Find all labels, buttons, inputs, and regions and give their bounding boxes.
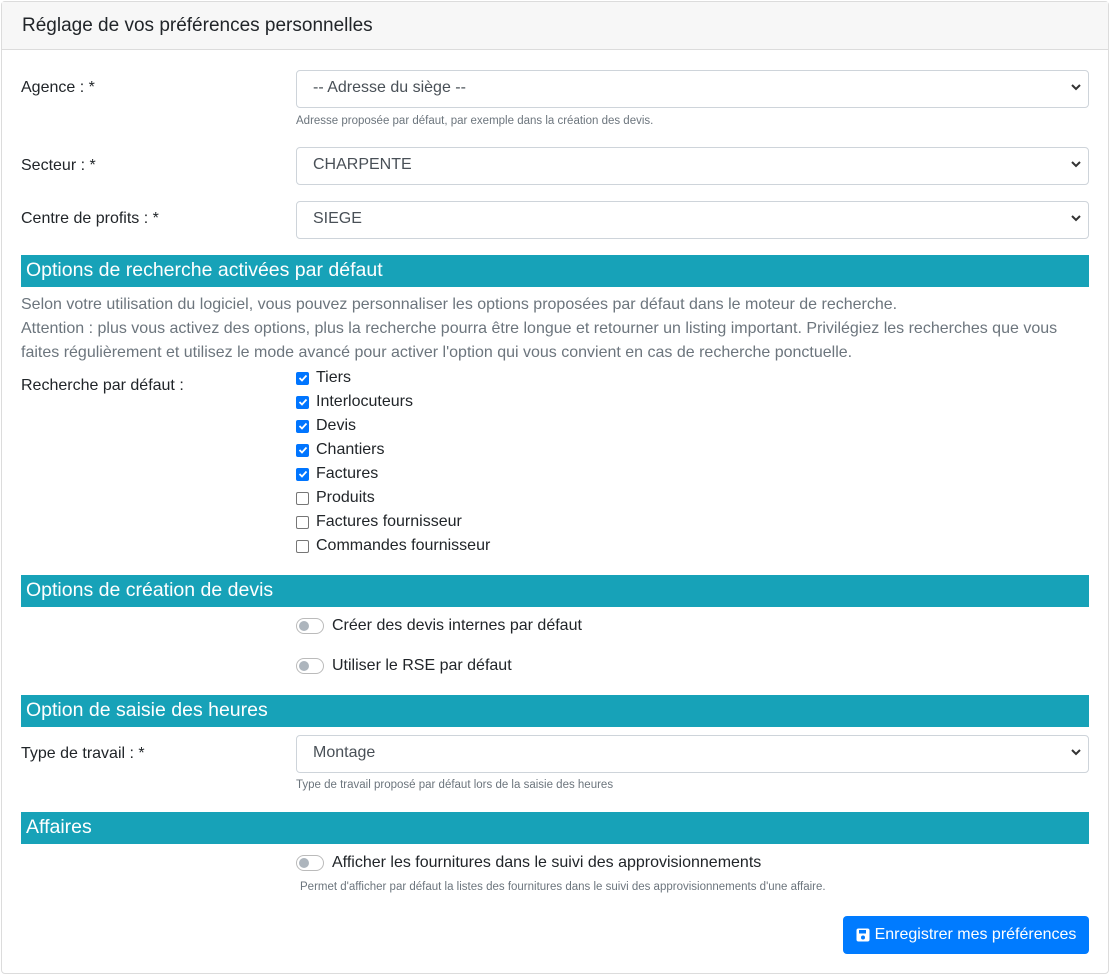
section-heures: Option de saisie des heures (21, 695, 1089, 727)
checkbox-label: Tiers (316, 369, 351, 386)
checkbox-chantiers[interactable] (296, 438, 384, 462)
agence-select[interactable] (296, 70, 1089, 108)
type-travail-select[interactable] (296, 735, 1089, 773)
toggle-label: Créer des devis internes par défaut (332, 617, 582, 634)
toggle-switch[interactable] (296, 855, 324, 871)
recherche-description (21, 293, 1091, 365)
checkbox-devis[interactable] (296, 414, 356, 438)
check-icon (298, 445, 308, 455)
check-icon (298, 397, 308, 407)
checkbox[interactable] (296, 468, 309, 481)
save-icon (856, 928, 870, 942)
toggle-fournitures[interactable] (296, 854, 761, 872)
checkbox-label: Chantiers (316, 441, 385, 458)
checkbox[interactable] (296, 492, 309, 505)
toggle-rse[interactable] (296, 657, 512, 675)
chevron-down-icon (1070, 212, 1082, 224)
chevron-down-icon (1070, 746, 1082, 758)
page-title: Réglage de vos préférences personnelles (2, 2, 1108, 50)
centre-label: Centre de profits : * (21, 210, 159, 227)
toggle-switch[interactable] (296, 658, 324, 674)
checkbox[interactable] (296, 444, 309, 457)
toggle-switch[interactable] (296, 618, 324, 634)
toggle-label: Utiliser le RSE par défaut (332, 657, 512, 674)
recherche-para2: Attention : plus vous activez des options, plus la recherche pourra être longue et retourner un listing important. Privilégiez les recherches que vous faites régulièrement et utilisez le mode avancé pour activer l'option qui vous convient en cas de recherche ponctuelle. (21, 320, 1058, 361)
checkbox[interactable] (296, 516, 309, 529)
checkbox-label: Produits (316, 489, 375, 506)
section-affaires: Affaires (21, 812, 1089, 844)
fournitures-help: Permet d'afficher par défaut la listes des fournitures dans le suivi des approvisionnements d'une affaire. (300, 881, 826, 893)
check-icon (298, 421, 308, 431)
checkbox[interactable] (296, 396, 309, 409)
agence-label: Agence : * (21, 79, 95, 96)
checkbox-label: Factures fournisseur (316, 513, 462, 530)
checkbox-factures-fournisseur[interactable] (296, 510, 462, 534)
chevron-down-icon (1070, 81, 1082, 93)
checkbox-label: Factures (316, 465, 379, 482)
recherche-para1: Selon votre utilisation du logiciel, vous pouvez personnaliser les options proposées par défaut dans le moteur de recherche. (21, 296, 898, 313)
type-travail-help: Type de travail proposé par défaut lors de la saisie des heures (296, 779, 614, 791)
recherche-label: Recherche par défaut : (21, 377, 184, 394)
checkbox-tiers[interactable] (296, 366, 351, 390)
centre-value: SIEGE (313, 210, 362, 227)
check-icon (298, 469, 308, 479)
checkbox-factures[interactable] (296, 462, 378, 486)
centre-select[interactable] (296, 201, 1089, 239)
checkbox-label: Commandes fournisseur (316, 537, 491, 554)
checkbox-label: Interlocuteurs (316, 393, 413, 410)
checkbox-produits[interactable] (296, 486, 375, 510)
section-recherche: Options de recherche activées par défaut (21, 255, 1089, 287)
section-devis: Options de création de devis (21, 575, 1089, 607)
checkbox-interlocuteurs[interactable] (296, 390, 413, 414)
checkbox[interactable] (296, 540, 309, 553)
checkbox[interactable] (296, 420, 309, 433)
toggle-label: Afficher les fournitures dans le suivi des approvisionnements (332, 854, 762, 871)
secteur-select[interactable] (296, 147, 1089, 185)
checkbox-label: Devis (316, 417, 357, 434)
checkbox-commandes-fournisseur[interactable] (296, 534, 490, 558)
save-label: Enregistrer mes préférences (874, 926, 1077, 943)
toggle-devis-internes[interactable] (296, 617, 582, 635)
secteur-value: CHARPENTE (313, 156, 412, 173)
checkbox[interactable] (296, 372, 309, 385)
type-travail-value: Montage (313, 744, 376, 761)
save-button[interactable] (843, 916, 1089, 954)
type-travail-label: Type de travail : * (21, 745, 145, 762)
agence-value: -- Adresse du siège -- (313, 79, 466, 96)
secteur-label: Secteur : * (21, 157, 96, 174)
agence-help: Adresse proposée par défaut, par exemple dans la création des devis. (296, 115, 654, 127)
chevron-down-icon (1070, 158, 1082, 170)
check-icon (298, 373, 308, 383)
